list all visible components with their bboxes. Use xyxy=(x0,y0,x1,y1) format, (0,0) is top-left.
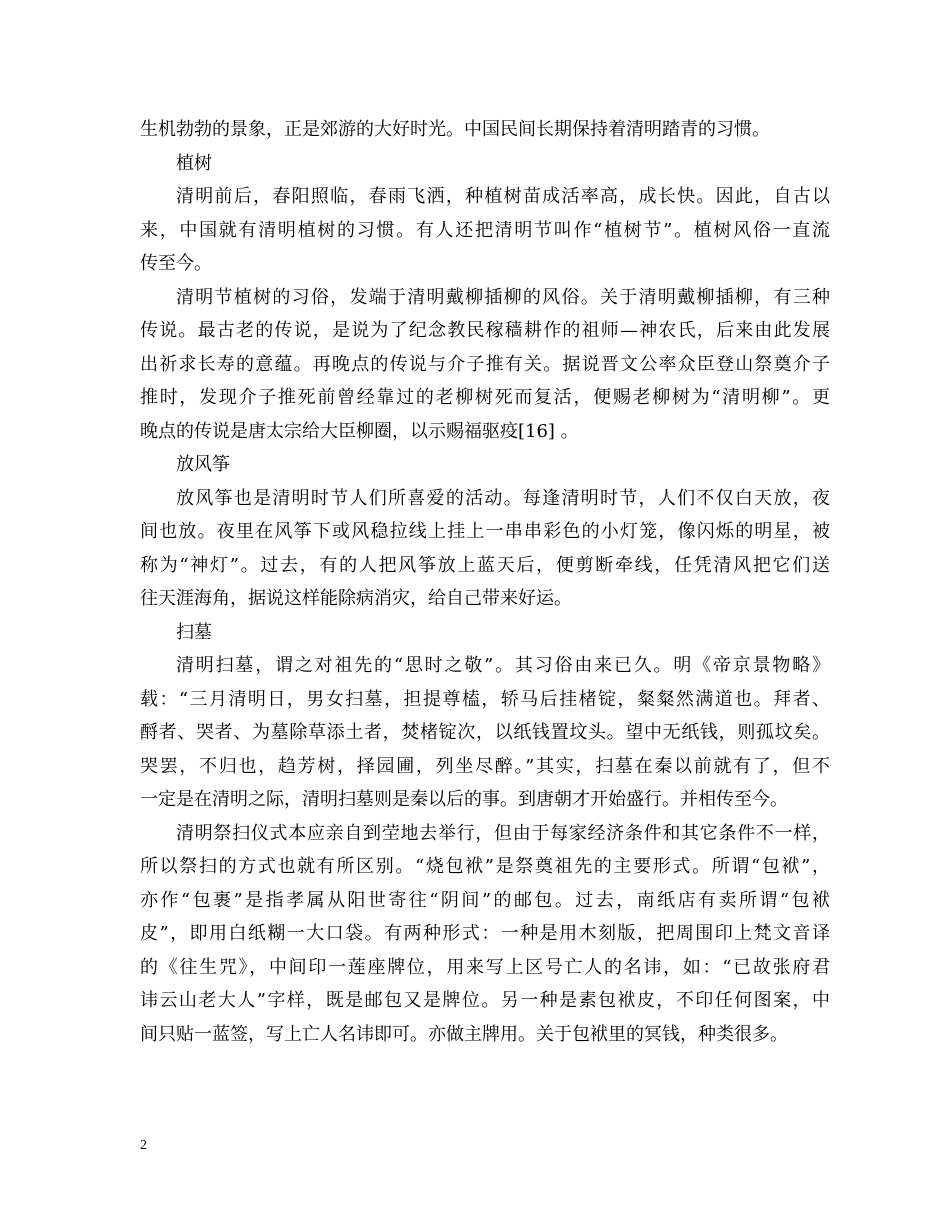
text-line: 所以祭扫的方式也就有所区别。“烧包袱”是祭奠祖先的主要形式。所谓“包袱”， xyxy=(140,856,830,877)
section-heading: 扫墓 xyxy=(176,621,212,643)
page-number: 2 xyxy=(140,1138,147,1153)
text-line: 间只贴一蓝签，写上亡人名讳即可。亦做主牌用。关于包袱里的冥钱，种类很多。 xyxy=(140,1023,788,1045)
text-line: 的《往生咒》，中间印一莲座牌位，用来写上区号亡人的名讳，如：“已故张府君 xyxy=(140,956,830,978)
text-line: 往天涯海角，据说这样能除病消灾，给自己带来好运。 xyxy=(140,588,572,609)
text-line: 清明祭扫仪式本应亲自到茔地去举行，但由于每家经济条件和其它条件不一样， xyxy=(176,822,830,844)
section-heading: 放风筝 xyxy=(176,454,230,475)
text-line: 载：“三月清明日，男女扫墓，担提尊榼，轿马后挂楮锭，粲粲然满道也。拜者、 xyxy=(140,688,830,710)
text-line: 来，中国就有清明植树的习惯。有人还把清明节叫作“植树节”。植树风俗一直流 xyxy=(140,219,830,241)
text-line: 皮”，即用白纸糊一大口袋。有两种形式：一种是用木刻版，把周围印上梵文音译 xyxy=(140,923,830,944)
section-heading: 植树 xyxy=(176,152,212,174)
text-line: 酹者、哭者、为墓除草添土者，焚楮锭次，以纸钱置坟头。望中无纸钱，则孤坟矣。 xyxy=(140,722,830,743)
text-line: 生机勃勃的景象，正是郊游的大好时光。中国民间长期保持着清明踏青的习惯。 xyxy=(140,119,770,140)
text-line: 讳云山老大人”字样，既是邮包又是牌位。另一种是素包袱皮，不印任何图案，中 xyxy=(140,990,830,1011)
text-line: 传至今。 xyxy=(140,253,212,274)
text-line: 清明前后，春阳照临，春雨飞洒，种植树苗成活率高，成长快。因此，自古以 xyxy=(176,186,830,207)
text-line: 亦作“包裹”是指孝属从阳世寄往“阴间”的邮包。过去，南纸店有卖所谓“包袱 xyxy=(140,889,830,911)
text-line: 清明扫墓，谓之对祖先的“思时之敬”。其习俗由来已久。明《帝京景物略》 xyxy=(176,655,830,676)
text-line: 传说。最古老的传说，是说为了纪念教民稼穑耕作的祖师—神农氏，后来由此发展 xyxy=(140,320,830,341)
text-line: 清明节植树的习俗，发端于清明戴柳插柳的风俗。关于清明戴柳插柳，有三种 xyxy=(176,286,830,308)
text-line: 间也放。夜里在风筝下或风稳拉线上挂上一串串彩色的小灯笼，像闪烁的明星，被 xyxy=(140,521,830,542)
body-text xyxy=(140,113,830,1051)
text-line: 推时，发现介子推死前曾经靠过的老柳树死而复活，便赐老柳树为“清明柳”。更 xyxy=(140,387,830,408)
text-line: 放风筝也是清明时节人们所喜爱的活动。每逢清明时节，人们不仅白天放，夜 xyxy=(176,487,830,509)
text-line: 晚点的传说是唐太宗给大臣柳圈，以示赐福驱疫[16] 。 xyxy=(140,420,579,442)
text-line: 一定是在清明之际，清明扫墓则是秦以后的事。到唐朝才开始盛行。并相传至今。 xyxy=(140,789,788,810)
text-line: 哭罢，不归也，趋芳树，择园圃，列坐尽醉。”其实，扫墓在秦以前就有了，但不 xyxy=(140,755,830,777)
text-line: 称为“神灯”。过去，有的人把风筝放上蓝天后，便剪断牵线，任凭清风把它们送 xyxy=(140,554,830,576)
text-line: 出祈求长寿的意蕴。再晚点的传说与介子推有关。据说晋文公率众臣登山祭奠介子 xyxy=(140,353,830,375)
